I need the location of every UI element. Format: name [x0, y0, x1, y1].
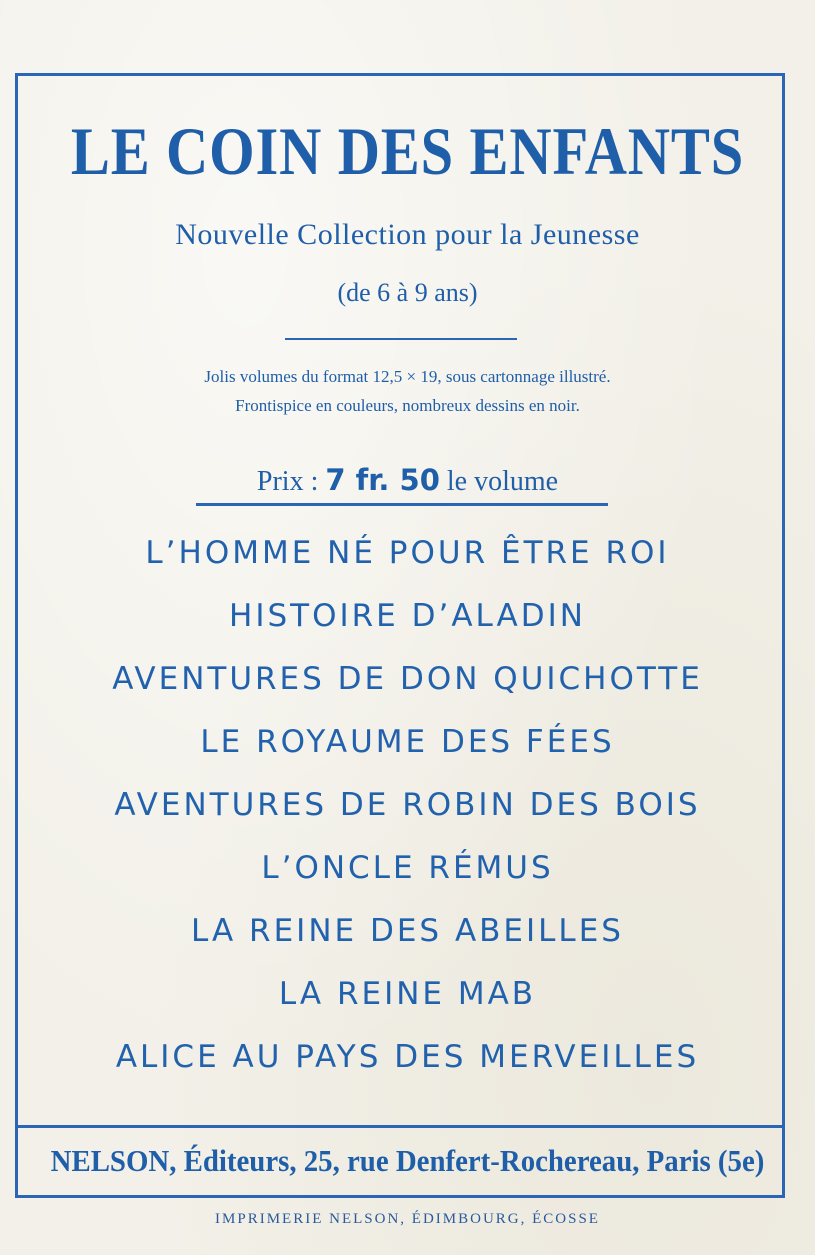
price-line — [0, 463, 815, 498]
book-title: ALICE AU PAYS DES MERVEILLES — [115, 1039, 700, 1075]
printer-credit: IMPRIMERIE NELSON, ÉDIMBOURG, ÉCOSSE — [215, 1211, 600, 1227]
price-suffix: le volume — [446, 466, 559, 497]
book-title: LA REINE DES ABEILLES — [191, 913, 624, 949]
book-title: L’HOMME NÉ POUR ÊTRE ROI — [145, 535, 670, 571]
price-amount: 7 fr. 50 — [325, 463, 440, 497]
book-title: LE ROYAUME DES FÉES — [200, 724, 615, 760]
book-title: AVENTURES DE DON QUICHOTTE — [112, 661, 703, 697]
book-title: L’ONCLE RÉMUS — [261, 850, 554, 886]
price-prefix: Prix : — [256, 466, 319, 497]
collection-subtitle: Nouvelle Collection pour la Jeunesse — [175, 218, 640, 251]
book-title: LA REINE MAB — [278, 976, 537, 1012]
price-underline — [196, 503, 608, 506]
book-title: HISTOIRE D’ALADIN — [229, 598, 586, 634]
collection-title: LE COIN DES ENFANTS — [70, 113, 745, 189]
publisher-address: NELSON, Éditeurs, 25, rue Denfert-Rochereau, Paris (5e) — [50, 1143, 765, 1178]
description-line: Frontispice en couleurs, nombreux dessins en noir. — [235, 396, 580, 415]
decorative-rule — [285, 338, 517, 340]
age-range: (de 6 à 9 ans) — [337, 278, 478, 307]
description-line: Jolis volumes du format 12,5 × 19, sous cartonnage illustré. — [204, 367, 611, 386]
book-title: AVENTURES DE ROBIN DES BOIS — [114, 787, 701, 823]
publisher-divider — [15, 1125, 785, 1128]
